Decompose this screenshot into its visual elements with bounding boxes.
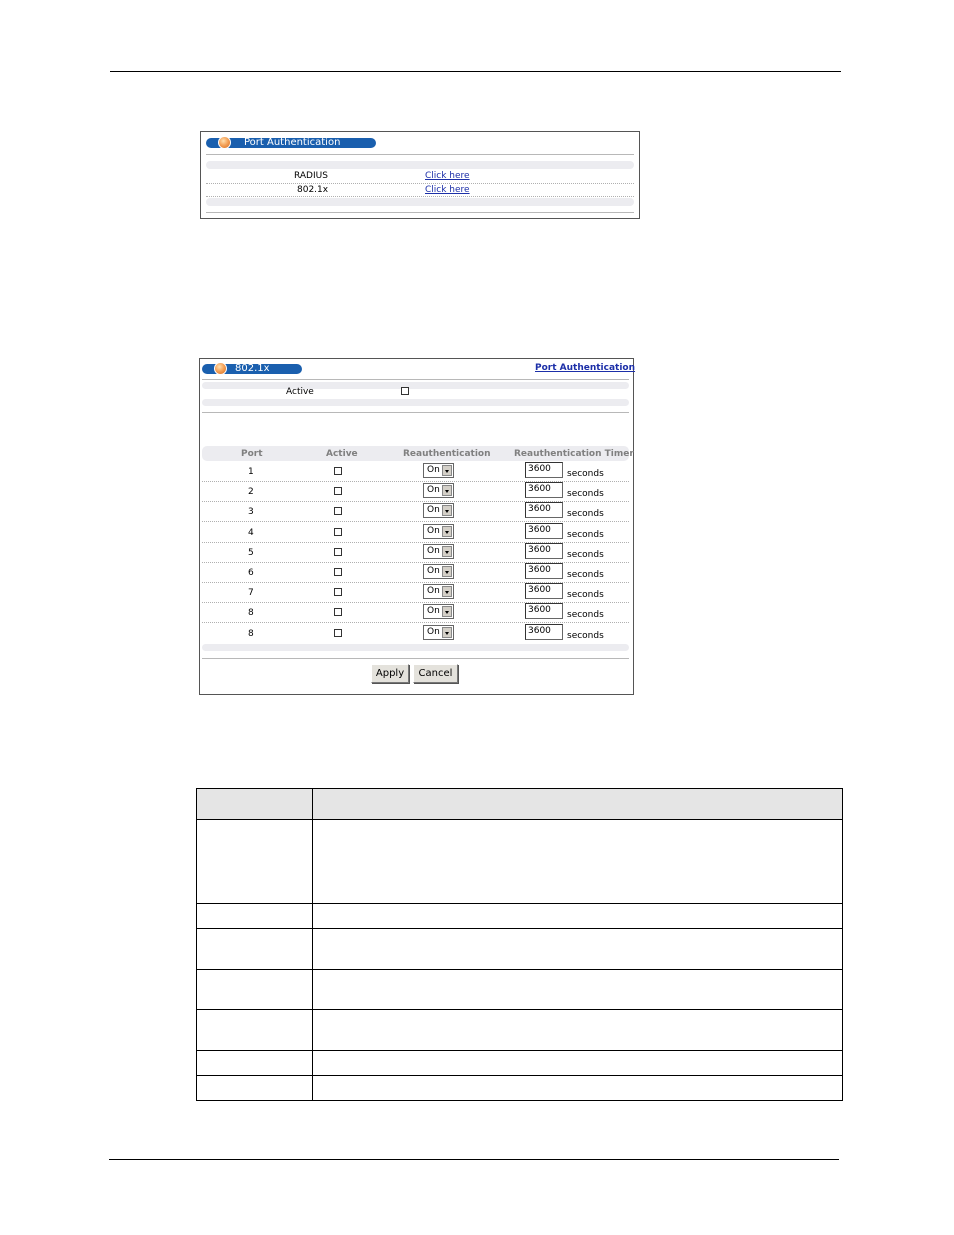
port-active-checkbox[interactable] (334, 467, 342, 475)
table-cell (313, 1076, 843, 1101)
chevron-down-icon[interactable] (442, 465, 452, 476)
reauthentication-select[interactable] (423, 524, 454, 539)
chevron-down-icon[interactable] (442, 586, 452, 597)
column-header-reauthentication-timer: Reauthentication Timer (514, 449, 634, 459)
seconds-label: seconds (567, 610, 604, 620)
column-header-reauthentication: Reauthentication (403, 449, 491, 459)
port-active-checkbox[interactable] (334, 507, 342, 515)
chevron-down-icon[interactable] (442, 566, 452, 577)
buttons-divider (202, 658, 629, 659)
chevron-down-icon[interactable] (442, 627, 452, 638)
table-row (197, 929, 843, 970)
reauthentication-value: On (427, 586, 440, 596)
port-authentication-link[interactable]: Port Authentication (535, 363, 636, 373)
table-row (197, 1010, 843, 1051)
table-cell (197, 929, 313, 970)
reauthentication-value: On (427, 485, 440, 495)
port-active-checkbox[interactable] (334, 588, 342, 596)
row-separator (202, 562, 629, 563)
orb-icon (214, 362, 227, 375)
table-cell (313, 1010, 843, 1051)
seconds-label: seconds (567, 550, 604, 560)
table-row (197, 970, 843, 1010)
field-description-table (196, 788, 843, 1101)
table-cell (197, 1010, 313, 1051)
table-cell (313, 904, 843, 929)
reauthentication-value: On (427, 566, 440, 576)
reauthentication-select[interactable] (423, 544, 454, 559)
panel-bottom-line (206, 212, 634, 213)
section-divider (202, 412, 629, 413)
table-row (197, 1076, 843, 1101)
table-header-row (197, 789, 843, 820)
chevron-down-icon[interactable] (442, 606, 452, 617)
port-active-checkbox[interactable] (334, 528, 342, 536)
active-bottom-band (202, 399, 629, 406)
dot1x-panel (199, 358, 634, 695)
table-row (197, 820, 843, 904)
reauthentication-timer-input[interactable]: 3600 (525, 603, 563, 619)
reauthentication-select[interactable] (423, 463, 454, 478)
row-separator (202, 542, 629, 543)
row-separator (202, 602, 629, 603)
panel-title-tab (206, 138, 376, 148)
reauthentication-value: On (427, 526, 440, 536)
reauthentication-select[interactable] (423, 625, 454, 640)
chevron-down-icon[interactable] (442, 546, 452, 557)
reauthentication-timer-input[interactable]: 3600 (525, 563, 563, 579)
global-active-checkbox[interactable] (401, 387, 409, 395)
port-active-checkbox[interactable] (334, 629, 342, 637)
apply-button[interactable]: Apply (371, 664, 409, 683)
column-header-port: Port (241, 449, 263, 459)
reauthentication-timer-input[interactable]: 3600 (525, 624, 563, 640)
reauthentication-select[interactable] (423, 604, 454, 619)
port-number: 7 (248, 588, 254, 598)
table-cell (197, 904, 313, 929)
row-separator (202, 481, 629, 482)
table-cell (313, 820, 843, 904)
radius-click-here-link[interactable]: Click here (425, 171, 470, 181)
reauthentication-timer-input[interactable]: 3600 (525, 583, 563, 599)
dot1x-label: 802.1x (297, 185, 329, 195)
chevron-down-icon[interactable] (442, 505, 452, 516)
table-cell (197, 820, 313, 904)
table-cell (313, 929, 843, 970)
header-cell (197, 789, 313, 820)
radius-label: RADIUS (294, 171, 328, 181)
reauthentication-select[interactable] (423, 564, 454, 579)
panel-title: 802.1x (235, 363, 270, 374)
row-separator (206, 196, 634, 197)
chevron-down-icon[interactable] (442, 485, 452, 496)
title-underline (202, 379, 629, 380)
table-row (197, 1051, 843, 1076)
reauthentication-value: On (427, 465, 440, 475)
port-table-footer (202, 644, 629, 651)
panel-title-tab (202, 364, 302, 374)
port-number: 6 (248, 568, 254, 578)
reauthentication-select[interactable] (423, 503, 454, 518)
port-active-checkbox[interactable] (334, 568, 342, 576)
table-row (197, 904, 843, 929)
reauthentication-select[interactable] (423, 483, 454, 498)
port-number: 2 (248, 487, 254, 497)
header-cell (313, 789, 843, 820)
active-top-band (202, 382, 629, 389)
port-active-checkbox[interactable] (334, 487, 342, 495)
reauthentication-value: On (427, 627, 440, 637)
reauthentication-select[interactable] (423, 584, 454, 599)
port-number: 1 (248, 467, 254, 477)
row-separator (202, 501, 629, 502)
reauthentication-timer-input[interactable]: 3600 (525, 482, 563, 498)
reauthentication-value: On (427, 606, 440, 616)
row-separator (202, 582, 629, 583)
seconds-label: seconds (567, 469, 604, 479)
title-underline (206, 154, 634, 155)
reauthentication-timer-input[interactable]: 3600 (525, 462, 563, 478)
chevron-down-icon[interactable] (442, 526, 452, 537)
port-active-checkbox[interactable] (334, 548, 342, 556)
seconds-label: seconds (567, 489, 604, 499)
row-separator (202, 521, 629, 522)
seconds-label: seconds (567, 631, 604, 641)
reauthentication-timer-input[interactable]: 3600 (525, 543, 563, 559)
cancel-button[interactable]: Cancel (413, 664, 458, 683)
footer-rule (109, 1159, 839, 1160)
dot1x-click-here-link[interactable]: Click here (425, 185, 470, 195)
seconds-label: seconds (567, 530, 604, 540)
seconds-label: seconds (567, 590, 604, 600)
seconds-label: seconds (567, 509, 604, 519)
port-number: 4 (248, 528, 254, 538)
reauthentication-value: On (427, 546, 440, 556)
table-bottom-band (206, 198, 634, 206)
header-rule (110, 71, 841, 72)
orb-icon (218, 136, 231, 149)
table-cell (197, 1076, 313, 1101)
reauthentication-value: On (427, 505, 440, 515)
port-active-checkbox[interactable] (334, 608, 342, 616)
reauthentication-timer-input[interactable]: 3600 (525, 502, 563, 518)
table-cell (313, 970, 843, 1010)
row-separator (202, 622, 629, 623)
port-number: 8 (248, 629, 254, 639)
table-cell (197, 1051, 313, 1076)
table-cell (197, 970, 313, 1010)
table-top-band (206, 161, 634, 169)
table-cell (313, 1051, 843, 1076)
column-header-active: Active (326, 449, 358, 459)
panel-title: Port Authentication (244, 137, 341, 148)
port-number: 5 (248, 548, 254, 558)
port-number: 3 (248, 507, 254, 517)
row-separator (206, 183, 634, 184)
port-authentication-panel (200, 131, 640, 219)
global-active-label: Active (286, 387, 314, 397)
reauthentication-timer-input[interactable]: 3600 (525, 523, 563, 539)
port-number: 8 (248, 608, 254, 618)
seconds-label: seconds (567, 570, 604, 580)
